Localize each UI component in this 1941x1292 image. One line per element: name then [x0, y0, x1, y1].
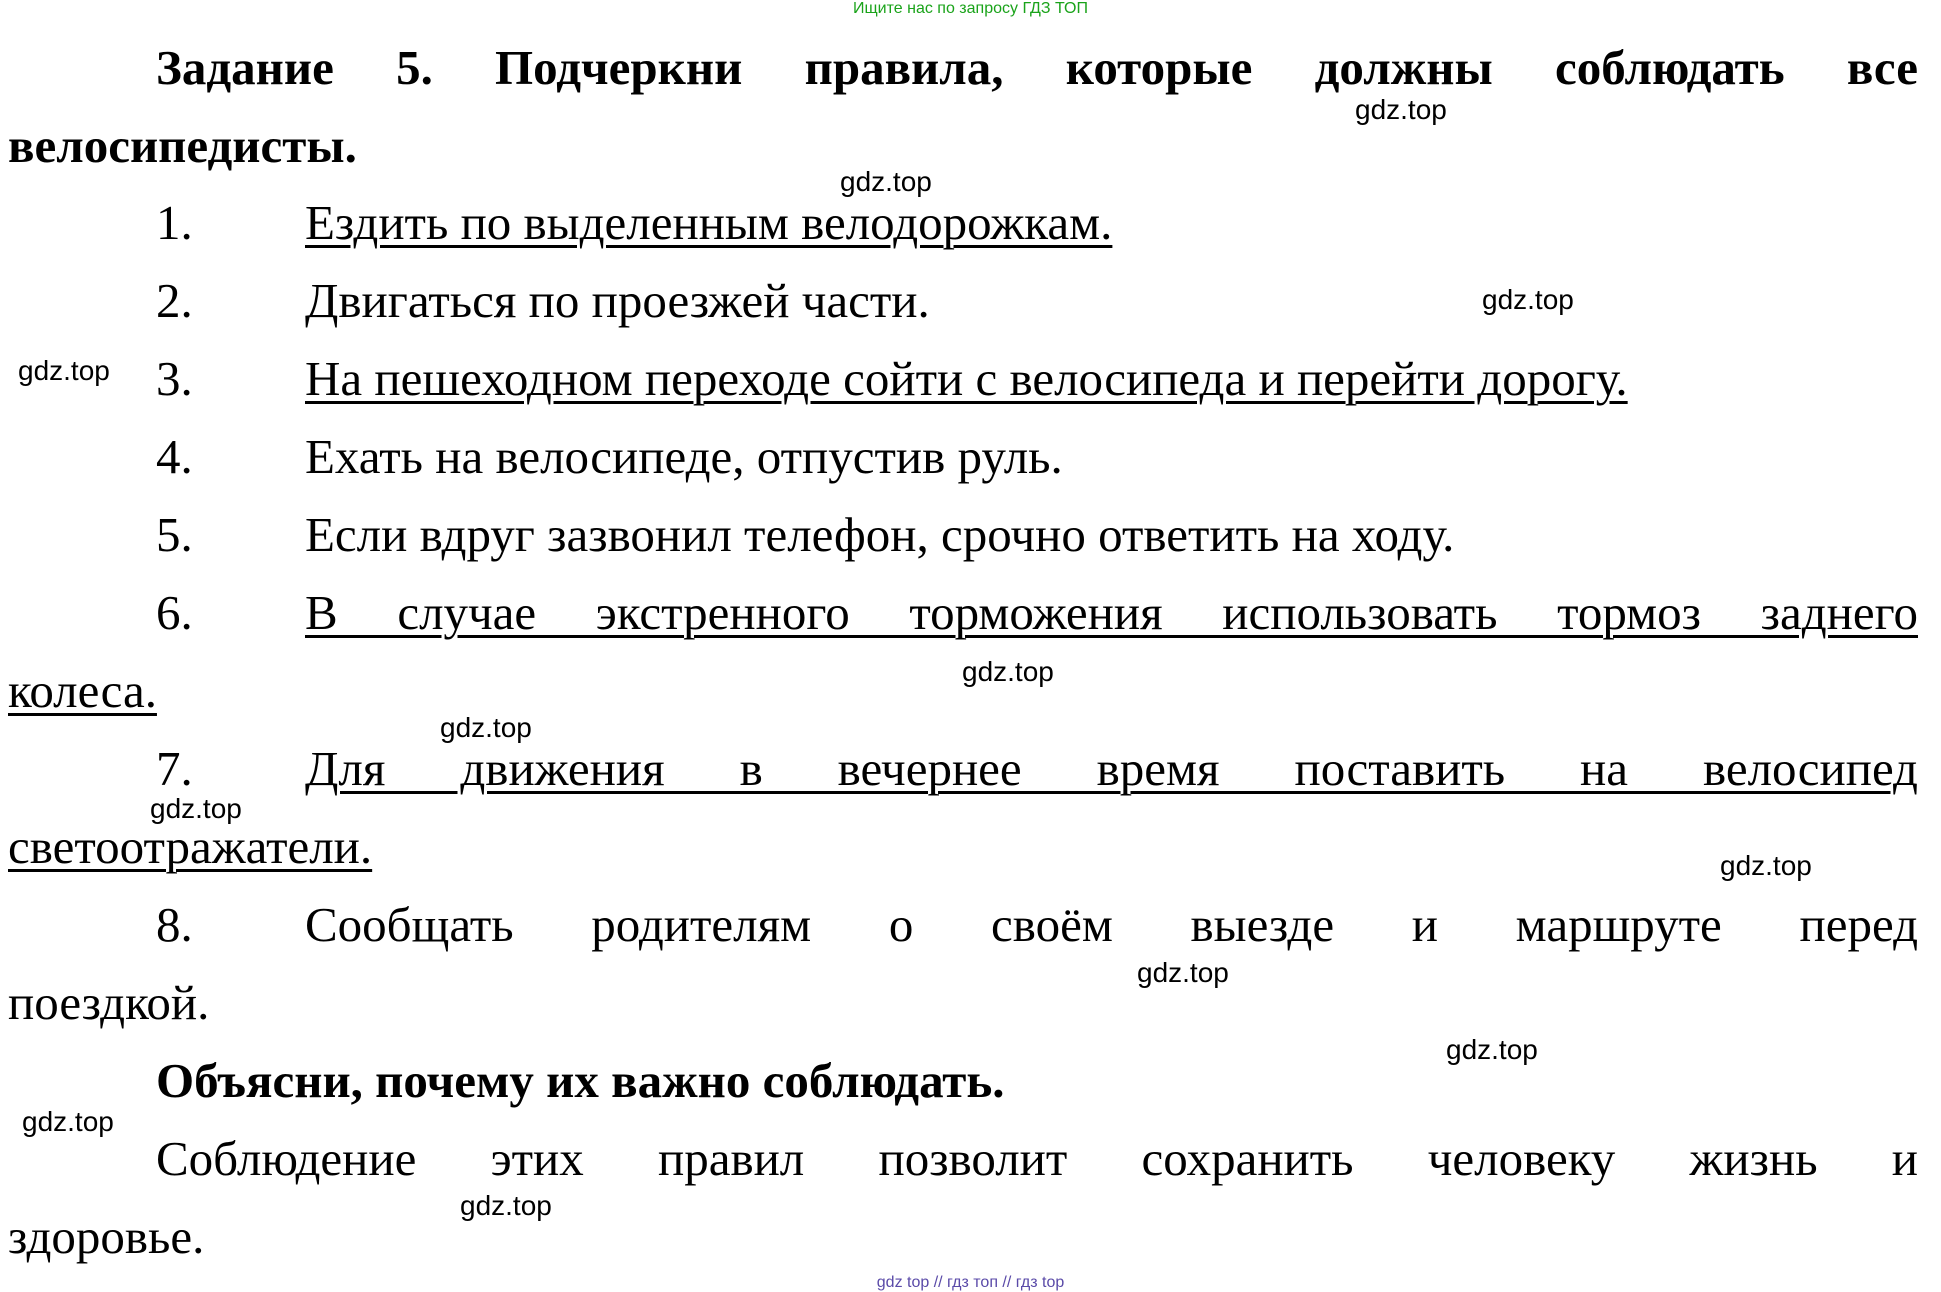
item-text: Ездить по выделенным велодорожкам. [305, 195, 1113, 250]
list-item [305, 273, 930, 329]
watermark: gdz.top [18, 355, 110, 386]
watermark: gdz.top [962, 656, 1054, 687]
list-item-cont [8, 975, 209, 1031]
task-title-line2: велосипедисты. [8, 118, 357, 173]
item-text-cont: светоотражатели. [8, 819, 373, 874]
top-note: Ищите нас по запросу ГДЗ ТОП [853, 0, 1088, 17]
watermark: gdz.top [1355, 94, 1447, 125]
watermark: gdz.top [1446, 1034, 1538, 1065]
watermark: gdz.top [440, 712, 532, 743]
item-number: 1. [156, 195, 193, 250]
task-title-line1: Задание 5. Подчеркни правила, которые должны соблюдать все [156, 40, 1918, 95]
item-number: 2. [156, 273, 193, 328]
item-text: В случае экстренного торможения использовать тормоз заднего [305, 585, 1918, 640]
watermark: gdz.top [1137, 957, 1229, 988]
answer-line1: Соблюдение этих правил позволит сохранить человеку жизнь и [156, 1131, 1918, 1186]
item-text: На пешеходном переходе сойти с велосипеда и перейти дорогу. [305, 351, 1628, 406]
item-number: 5. [156, 507, 193, 562]
watermark: gdz.top [1720, 850, 1812, 881]
bottom-note: gdz top // гдз топ // гдз top [876, 1274, 1065, 1291]
item-text: Если вдруг зазвонил телефон, срочно ответить на ходу. [305, 507, 1455, 562]
watermark: gdz.top [22, 1106, 114, 1137]
list-item-cont [8, 819, 372, 875]
watermark: gdz.top [1482, 284, 1574, 315]
question-heading: Объясни, почему их важно соблюдать. [156, 1053, 1005, 1108]
item-text: Ехать на велосипеде, отпустив руль. [305, 429, 1063, 484]
list-item [305, 585, 1918, 641]
list-item-cont [8, 663, 157, 719]
item-number: 4. [156, 429, 193, 484]
item-number: 7. [156, 741, 193, 796]
watermark: gdz.top [460, 1190, 552, 1221]
watermark: gdz.top [150, 793, 242, 824]
item-number: 8. [156, 897, 193, 952]
item-text: Для движения в вечернее время поставить на велосипед [305, 741, 1918, 796]
list-item [305, 351, 1628, 407]
list-item [305, 507, 1454, 563]
item-number: 6. [156, 585, 193, 640]
item-text-cont: колеса. [8, 663, 157, 718]
item-text-cont: поездкой. [8, 975, 210, 1030]
list-item [305, 429, 1063, 485]
watermark: gdz.top [840, 166, 932, 197]
list-item [305, 195, 1112, 251]
answer-line2: здоровье. [8, 1209, 205, 1264]
item-number: 3. [156, 351, 193, 406]
item-text: Двигаться по проезжей части. [305, 273, 930, 328]
item-text: Сообщать родителям о своём выезде и маршруте перед [305, 897, 1918, 952]
